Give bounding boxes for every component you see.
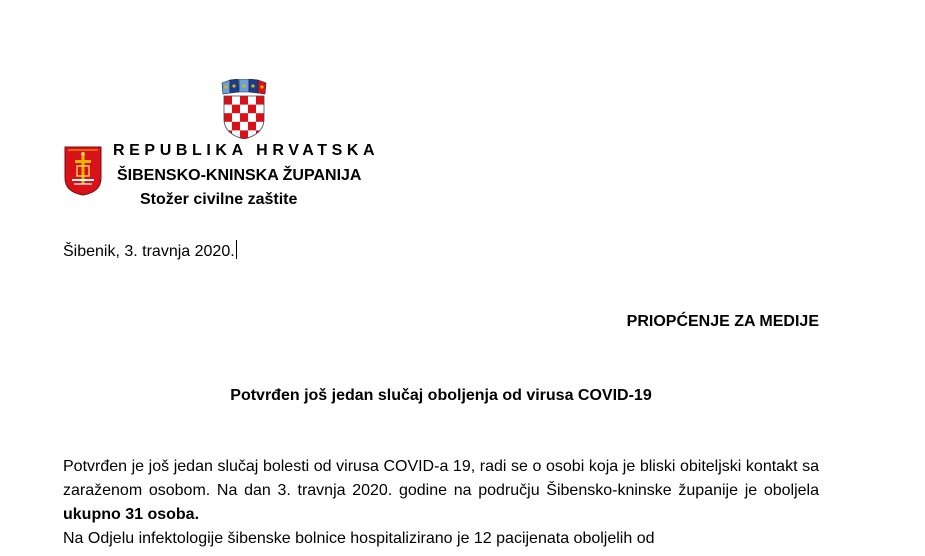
county-heading: ŠIBENSKO-KNINSKA ŽUPANIJA — [117, 167, 362, 184]
paragraph-2: Na Odjelu infektologije šibenske bolnice hospitalizirano je 12 pacijenata oboljelih od — [63, 530, 655, 547]
paragraph-1-bold: ukupno 31 osoba. — [63, 506, 200, 523]
date-text: Šibenik, 3. travnja 2020. — [63, 243, 235, 260]
text-cursor — [236, 240, 237, 259]
paragraph-1 — [63, 455, 819, 527]
date-line[interactable] — [63, 240, 237, 261]
press-release-title: PRIOPĆENJE ZA MEDIJE — [626, 313, 819, 330]
body-text — [63, 455, 819, 551]
republic-heading: REPUBLIKA HRVATSKA — [113, 142, 380, 159]
paragraph-1-text: Potvrđen je još jedan slučaj bolesti od virusa COVID-a 19, radi se o osobi koja je bliski obiteljski kontakt sa zaraženom osobom. Na dan 3. travnja 2020. godine na području Šibensko-kninske županije je oboljela — [63, 458, 819, 499]
department-heading: Stožer civilne zaštite — [140, 191, 298, 208]
croatia-coat-of-arms-icon — [221, 79, 267, 139]
county-coat-of-arms-icon — [64, 146, 102, 196]
headline: Potvrđen još jedan slučaj oboljenja od virusa COVID-19 — [230, 387, 652, 404]
